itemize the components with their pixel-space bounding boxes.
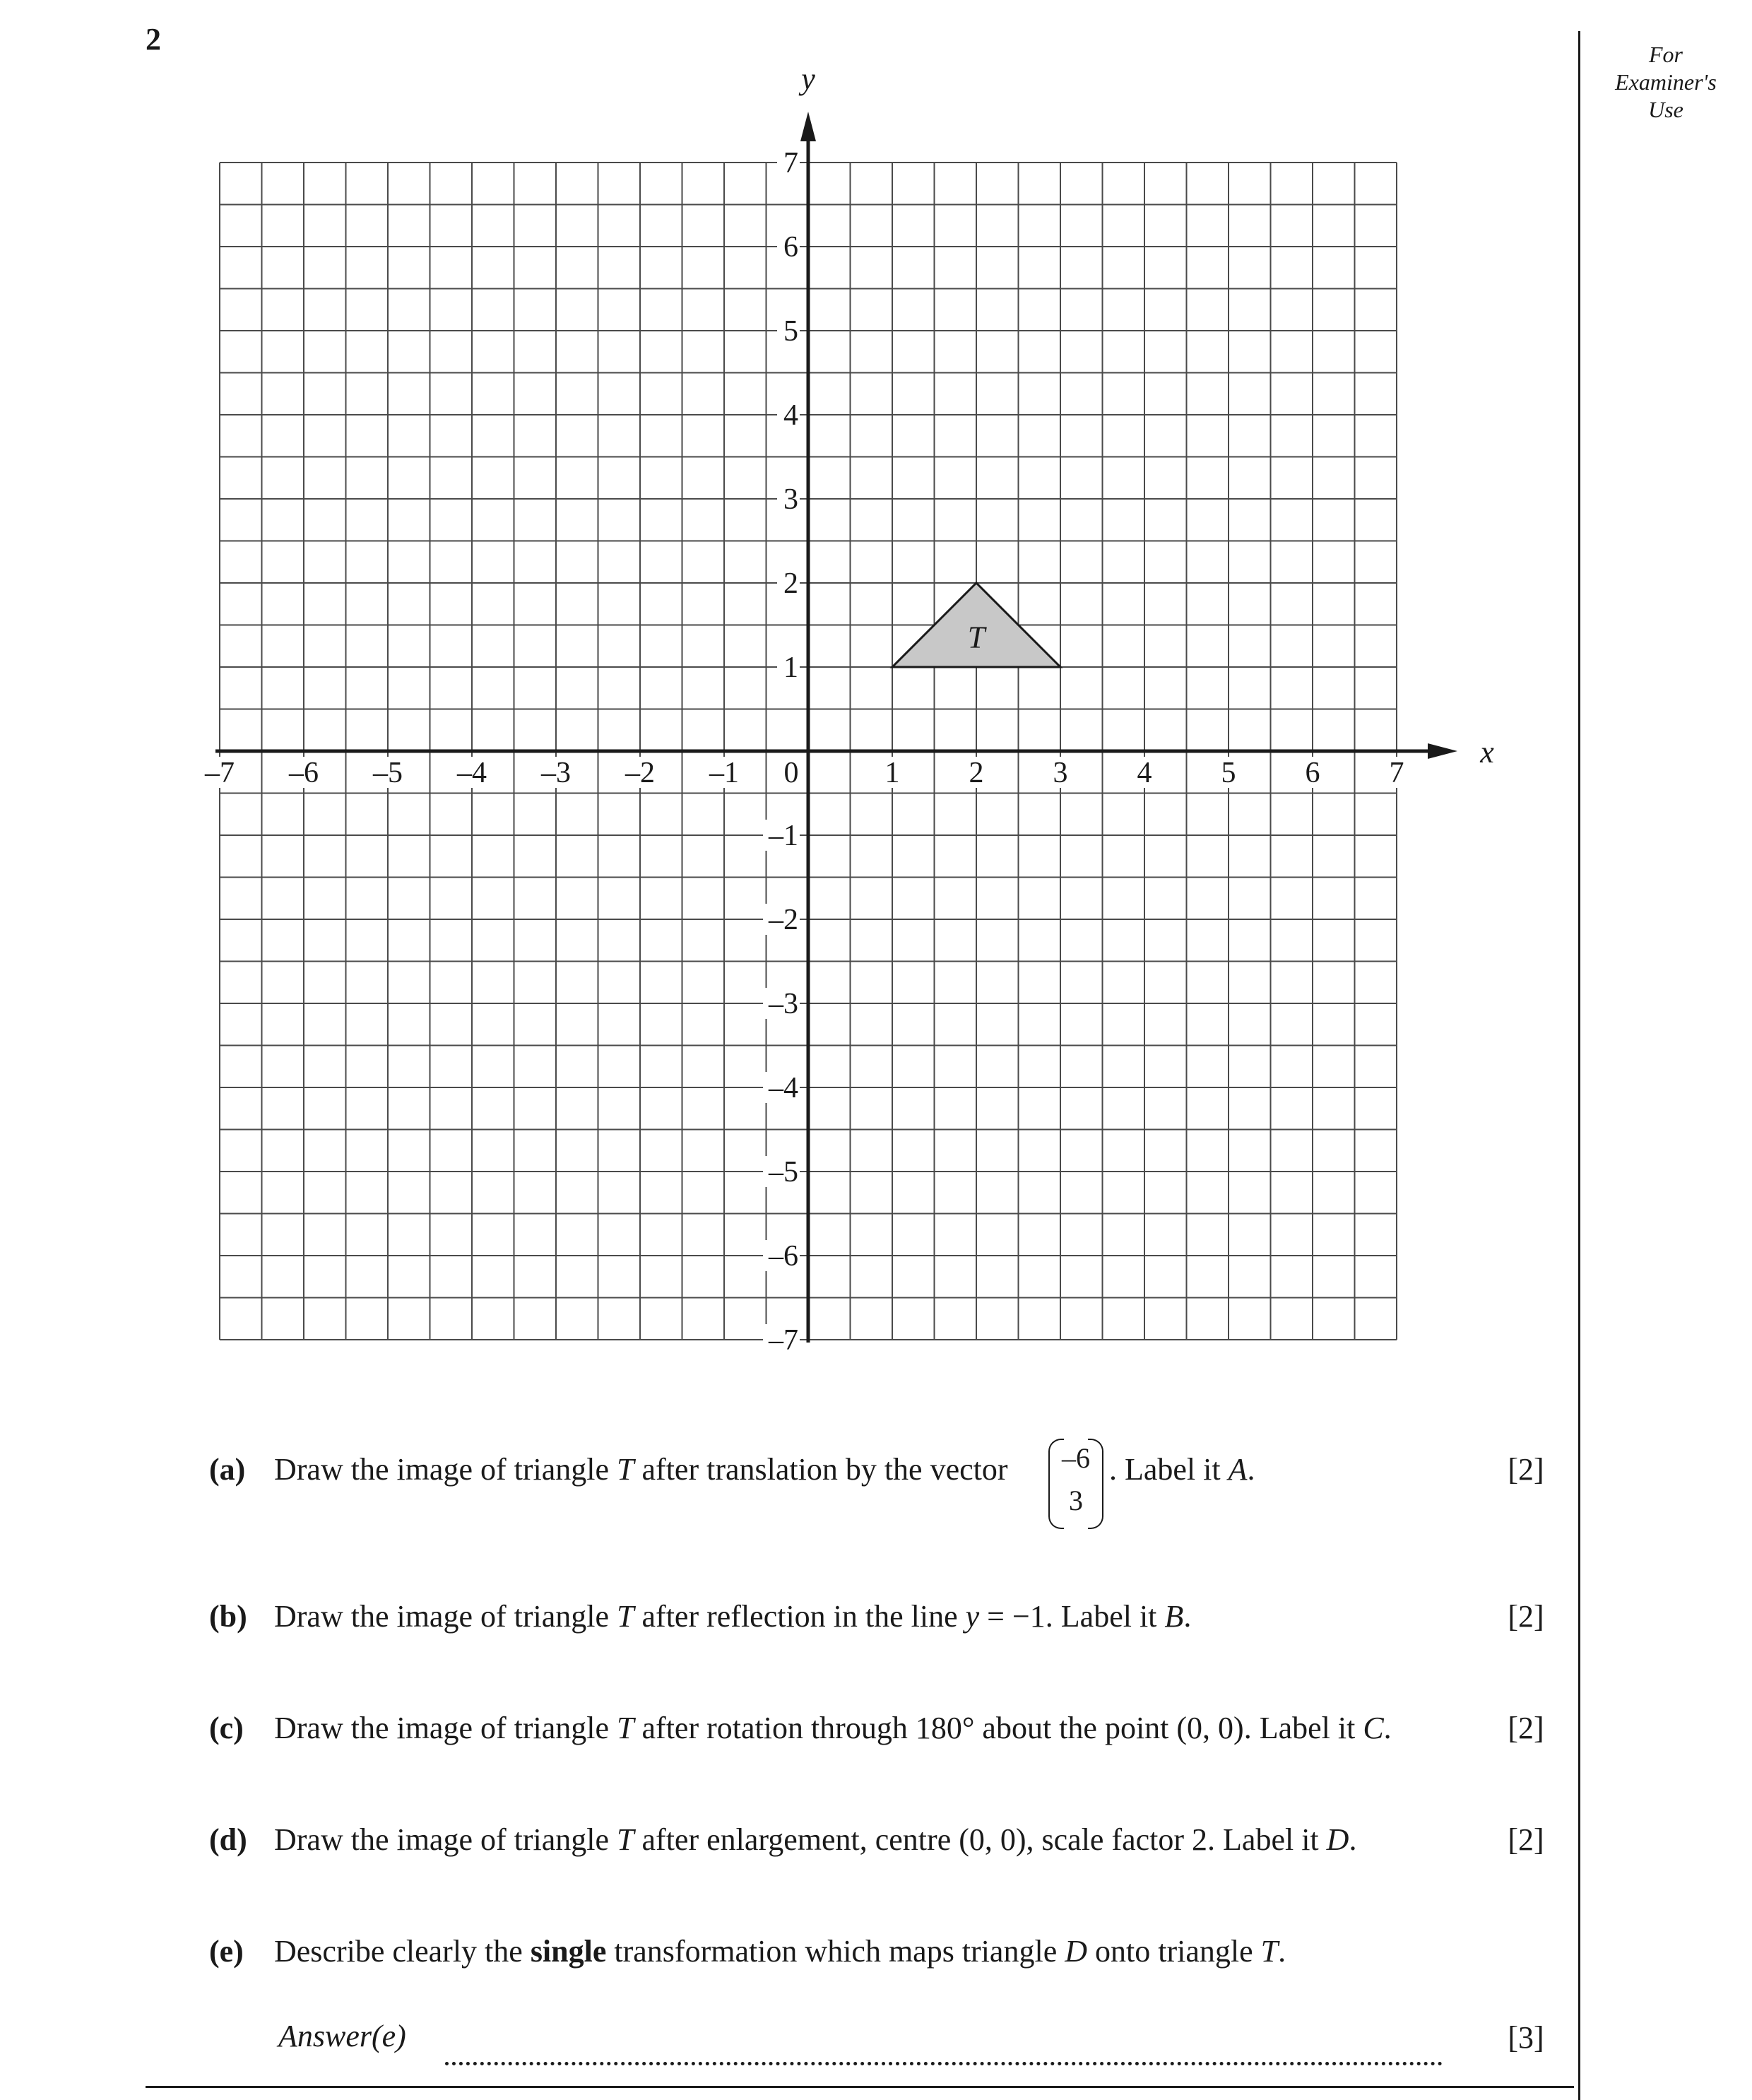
question-b-triangle-name: T [617,1599,634,1634]
question-b-text-2: after reflection in the line [634,1599,966,1634]
question-b-text-1: Draw the image of triangle [274,1599,617,1634]
x-tick-label: 1 [884,757,900,789]
question-a-marks: [2] [1508,1452,1544,1487]
y-tick-label: –7 [769,1324,798,1357]
question-e-bold-word: single [530,1934,607,1969]
y-axis-label: y [801,61,815,96]
question-c-marks: [2] [1508,1711,1544,1745]
question-c-full-stop: . [1383,1711,1392,1745]
x-tick-label: –6 [289,757,319,789]
y-tick-label: –2 [769,904,798,936]
x-tick-label: 2 [969,757,984,789]
question-d-marks: [2] [1508,1822,1544,1857]
x-tick-label: 5 [1221,757,1236,789]
y-tick-label: 4 [783,399,798,432]
question-b-variable: y [965,1599,980,1634]
examiner-label-line-2: Examiner's [1615,69,1717,95]
question-e [209,1933,1286,1969]
x-tick-label: 6 [1305,757,1320,789]
y-tick-label: –3 [769,988,798,1020]
x-tick-label: 0 [783,757,799,789]
question-d-full-stop: . [1349,1822,1357,1857]
question-d [209,1822,1356,1858]
x-tick-label: –4 [457,757,487,789]
question-d-triangle-name: T [617,1822,634,1857]
answer-e-input-line[interactable] [445,2062,1443,2065]
question-a-full-stop: . [1247,1452,1255,1487]
x-axis-arrow [1428,743,1457,759]
question-e-label: (e) [209,1934,244,1969]
x-tick-label: –7 [205,757,235,789]
x-tick-label: –5 [373,757,403,789]
x-tick-label: –1 [709,757,739,789]
question-e-text-2: transformation which maps triangle [606,1934,1065,1969]
question-d-text-2: after enlargement, centre (0, 0), scale factor 2. Label it [634,1822,1327,1857]
y-tick-label: –4 [769,1072,798,1104]
x-tick-label: 3 [1053,757,1068,789]
y-tick-label: –1 [769,820,798,852]
question-c-text-2: after rotation through 180° about the point (0, 0). Label it [634,1711,1363,1745]
question-c-text-1: Draw the image of triangle [274,1711,617,1745]
question-a-triangle-name: T [617,1452,634,1487]
y-tick-label: 6 [783,231,798,264]
question-a-label: (a) [209,1452,246,1487]
question-e-letter-d: D [1065,1934,1087,1969]
x-tick-label: 7 [1389,757,1404,789]
question-c-label: (c) [209,1711,244,1745]
question-e-full-stop: . [1278,1934,1286,1969]
question-a-text-2: after translation by the vector [634,1452,1008,1487]
y-tick-label: –6 [769,1240,798,1273]
vector-top-value: –6 [1062,1442,1090,1474]
translation-vector [1048,1439,1103,1526]
answer-e-label: Answer(e) [278,2019,406,2053]
y-tick-label: 1 [783,651,798,684]
question-e-text-3: onto triangle [1087,1934,1261,1969]
examiner-label-line-1: For [1649,42,1683,67]
question-b-full-stop: . [1183,1599,1192,1634]
y-tick-label: 7 [783,147,798,179]
question-a-image-letter: A [1228,1452,1248,1487]
y-tick-label: 5 [783,315,798,348]
triangle-t-label: T [967,620,986,655]
question-b-label: (b) [209,1599,247,1634]
question-b-text-3: = −1. Label it [979,1599,1165,1634]
question-d-image-letter: D [1326,1822,1349,1857]
vector-bottom-value: 3 [1069,1485,1083,1516]
question-b [209,1598,1191,1634]
question-c-triangle-name: T [617,1711,634,1745]
question-a [209,1451,1008,1487]
y-axis-arrow [800,112,816,141]
question-c-image-letter: C [1363,1711,1384,1745]
question-b-marks: [2] [1508,1599,1544,1634]
x-tick-label: 4 [1137,757,1152,789]
question-d-label: (d) [209,1822,247,1857]
question-c [209,1710,1392,1746]
x-tick-label: –2 [625,757,655,789]
question-e-text-1: Describe clearly the [274,1934,531,1969]
question-number: 2 [146,22,161,57]
question-a-tail [1109,1451,1255,1487]
x-tick-label: –3 [541,757,571,789]
question-b-image-letter: B [1164,1599,1184,1634]
question-a-text-1: Draw the image of triangle [274,1452,617,1487]
question-e-letter-t: T [1260,1934,1279,1969]
y-tick-label: 2 [783,567,798,600]
bottom-rule [146,2086,1574,2088]
examiner-label-line-3: Use [1648,97,1683,122]
y-tick-label: –5 [769,1156,798,1188]
question-e-marks: [3] [1508,2020,1544,2055]
question-d-text-1: Draw the image of triangle [274,1822,617,1857]
question-a-text-3: . Label it [1109,1452,1229,1487]
y-tick-label: 3 [783,483,798,516]
x-axis-label: x [1480,735,1494,769]
